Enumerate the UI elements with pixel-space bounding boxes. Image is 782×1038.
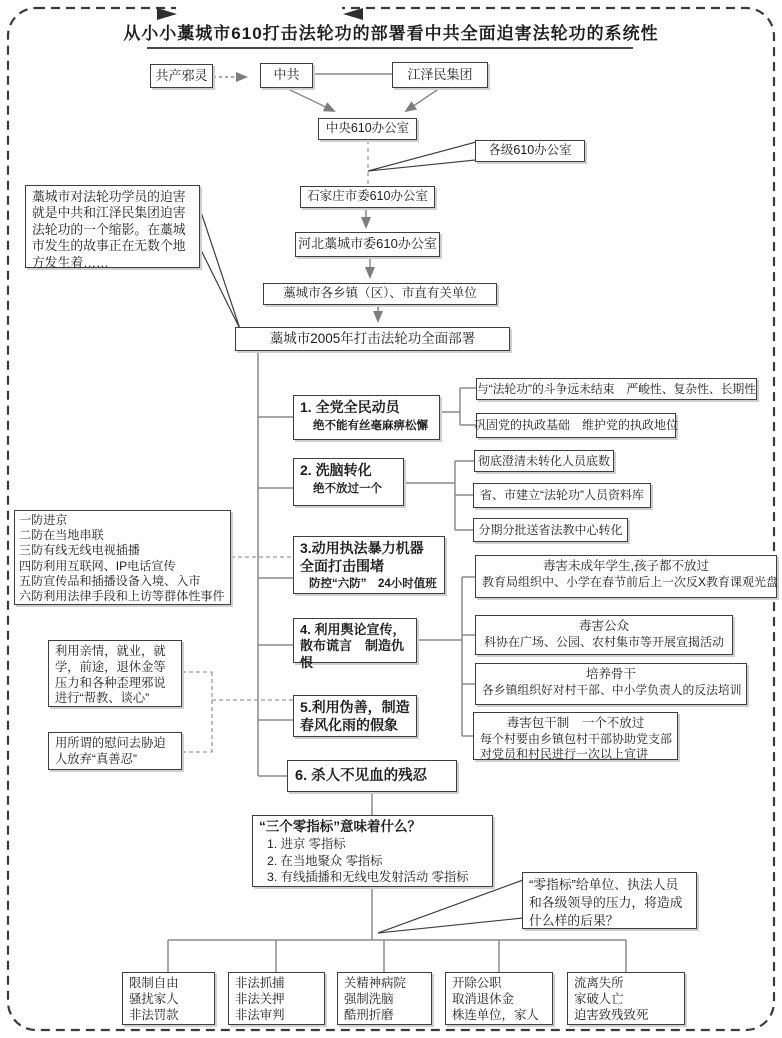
six-prevention-item: 二防在当地串联 [19, 528, 104, 543]
measure-2-note-1: 彻底澄清未转化人员底数 [474, 450, 614, 472]
consequence-box-3 [337, 972, 432, 1025]
consequence-box-2 [228, 972, 325, 1025]
consequence-line: 流离失所 [574, 976, 624, 990]
note-title: 培养骨干 [585, 667, 636, 681]
node-jiang-group: 江泽民集团 [392, 62, 488, 88]
measure-2 [293, 458, 404, 506]
measure-4-line1: 4. 利用舆论宣传， [300, 622, 406, 637]
consequence-line: 非法抓捕 [235, 976, 285, 990]
six-prevention-item: 四防利用互联网、IP电话宣传 [19, 558, 176, 573]
note-body: 科协在广场、公园、农村集市等开展宣揭活动 [483, 634, 724, 649]
node-2005-plan: 藁城市2005年打击法轮功全面部署 [235, 327, 510, 351]
note-body: 对党员和村民进行一次以上宣讲 [480, 746, 649, 761]
zero-indicator-item: 2. 在当地聚众 零指标 [267, 853, 383, 868]
measure-1-subtitle: 绝不能有丝毫麻痹松懈 [313, 419, 428, 432]
measure-3-line2: 全面打击围堵 [300, 557, 384, 574]
six-prevention-item: 六防利用法律手段和上访等群体性事件 [19, 589, 225, 604]
zero-indicators-title: “三个零指标”意味着什么？ [259, 819, 421, 834]
six-prevention-item: 三防有线无线电视插播 [19, 543, 140, 558]
measure-4-line2: 散布谎言 制造仇恨 [300, 638, 405, 670]
measure-6 [287, 760, 457, 792]
measure-4-note-students [475, 555, 777, 598]
left-note-pressure: 利用亲情，就业，就学，前途，退休金等压力和各种歪理邪说进行“帮教、谈心” [48, 640, 182, 707]
measure-4-note-backbone [475, 663, 747, 705]
node-shijiazhuang-610: 石家庄市委610办公室 [300, 186, 435, 208]
measure-3-line1: 3.动用执法暴力机器 [300, 540, 424, 556]
zero-indicator-item: 3. 有线插播和无线电发射活动 零指标 [267, 870, 469, 885]
zero-indicators-box [252, 815, 493, 887]
consequence-line: 非法关押 [235, 991, 285, 1006]
measure-6-title: 6. 杀人不见血的残忍 [295, 767, 428, 784]
measure-1-note-1: 与“法轮功”的斗争远未结束 严峻性、复杂性、长期性 [476, 378, 757, 400]
consequence-line: 非法审判 [235, 1007, 285, 1022]
intro-note: 藁城市对法轮功学员的迫害就是中共和江泽民集团迫害法轮功的一个缩影。在藁城市发生的故事正在无数个地方发生着…… [25, 185, 200, 268]
measure-2-note-3: 分期分批送省法教中心转化 [473, 518, 628, 542]
measure-2-title: 2. 洗脑转化 [300, 462, 372, 478]
measure-2-subtitle: 绝不放过一个 [313, 482, 382, 495]
consequence-line: 限制自由 [129, 976, 179, 990]
measure-5 [293, 695, 417, 737]
consequence-line: 取消退休金 [452, 991, 514, 1006]
note-body: 每个村要由乡镇包村干部协助党支部 [480, 731, 673, 746]
measure-2-note-2: 省、市建立“法轮功”人员资料库 [473, 483, 651, 508]
measure-3 [293, 536, 445, 594]
consequence-box-5 [567, 972, 685, 1025]
consequence-line: 迫害致残致死 [574, 1007, 649, 1022]
note-title: 毒害包干制 一个不放过 [506, 716, 645, 730]
measure-4-note-quota [473, 712, 678, 760]
measure-1 [293, 395, 440, 440]
node-communist-spirit: 共产邪灵 [150, 64, 213, 88]
six-prevention-item: 五防宣传品和插播设备入境、入市 [19, 573, 201, 588]
consequence-box-4 [445, 972, 553, 1025]
measure-1-title: 1. 全党全民动员 [300, 399, 400, 415]
measure-4 [293, 618, 417, 670]
note-title: 毒害公众 [578, 619, 629, 633]
measure-5-line1: 5.利用伪善，制造 [300, 699, 410, 715]
node-gaocheng-610: 河北藁城市委610办公室 [295, 232, 440, 257]
note-title: 毒害未成年学生,孩子都不放过 [543, 559, 709, 573]
measure-3-subtitle: 防控“六防” 24小时值班 [309, 578, 437, 590]
measure-1-note-2: 巩固党的执政基础 维护党的执政地位 [476, 413, 676, 438]
consequence-line: 株连单位，家人 [452, 1007, 539, 1022]
six-prevention-list [14, 510, 231, 605]
consequence-box-1 [122, 972, 215, 1025]
consequence-line: 骚扰家人 [129, 991, 179, 1006]
measure-5-line2: 春风化雨的假象 [300, 716, 398, 733]
zero-indicator-item: 1. 进京 零指标 [267, 836, 346, 851]
consequence-line: 家破人亡 [574, 991, 624, 1006]
note-body: 教育局组织中、小学在春节前后上一次反X教育课观光盘 [482, 574, 779, 589]
node-townships: 藁城市各乡镇（区）、市直有关单位 [263, 283, 497, 305]
measure-4-note-public [475, 615, 733, 655]
node-central-610-office: 中央610办公室 [318, 118, 417, 140]
zero-indicators-callout: “零指标”给单位、执法人员和各级领导的压力，将造成什么样的后果？ [522, 872, 697, 929]
consequence-line: 开除公职 [452, 976, 502, 990]
six-prevention-item: 一防进京 [19, 513, 68, 527]
consequence-line: 酷刑折磨 [344, 1007, 394, 1022]
consequence-line: 强制洗脑 [344, 991, 394, 1006]
left-note-coercion: 用所谓的慰问去胁迫人放弃“真善忍” [48, 732, 182, 770]
page-title: 从小小藁城市610打击法轮功的部署看中共全面迫害法轮功的系统性 [123, 24, 659, 43]
callout-all-levels-610: 各级610办公室 [475, 140, 585, 162]
node-ccp: 中共 [260, 63, 313, 88]
note-body: 各乡镇组织好对村干部、中小学负责人的反法培训 [482, 682, 742, 697]
consequence-line: 非法罚款 [129, 1007, 179, 1022]
consequence-line: 关精神病院 [344, 976, 406, 990]
